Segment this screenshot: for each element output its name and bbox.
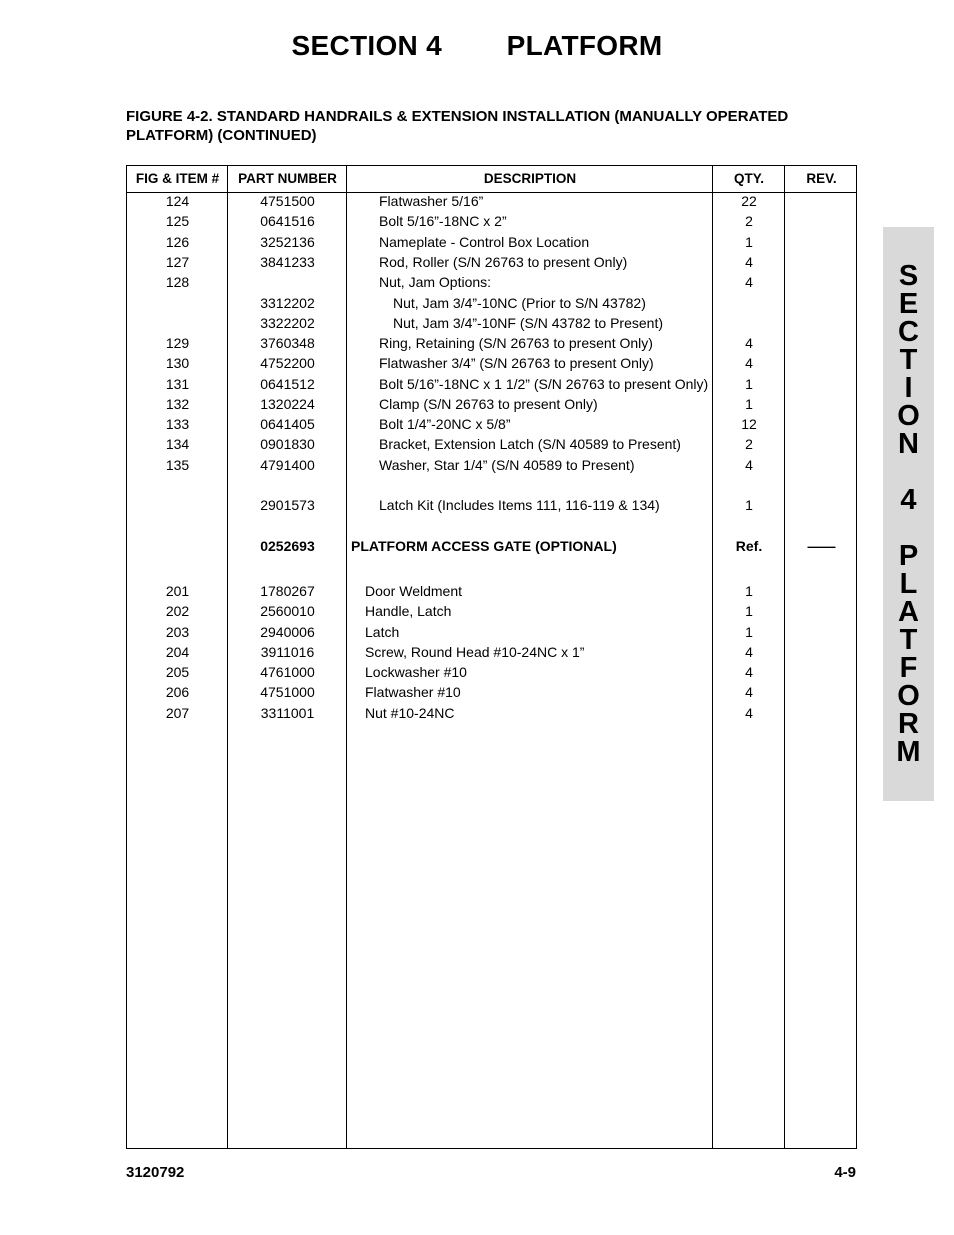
description: Clamp (S/N 26763 to present Only): [379, 396, 598, 412]
quantity: Ref.: [735, 538, 763, 554]
item-number: 125: [165, 213, 190, 229]
quantity: 12: [741, 416, 757, 432]
column-header-rev: REV.: [806, 171, 837, 186]
quantity: 4: [745, 355, 753, 371]
description: Screw, Round Head #10-24NC x 1”: [365, 644, 585, 660]
description: Lockwasher #10: [365, 664, 467, 680]
table-row: [127, 536, 858, 556]
item-number: 131: [165, 376, 190, 392]
description: Latch: [365, 624, 400, 640]
table-row: [127, 682, 858, 702]
description: PLATFORM ACCESS GATE (OPTIONAL): [351, 538, 617, 554]
quantity: 1: [745, 376, 753, 392]
side-tab-letter: L: [899, 568, 918, 600]
table-row: [127, 211, 858, 231]
quantity: 4: [745, 274, 753, 290]
part-number: 0252693: [260, 538, 315, 554]
description: Nut #10-24NC: [365, 705, 455, 721]
quantity: 4: [745, 664, 753, 680]
quantity: 2: [745, 213, 753, 229]
side-tab-letter: T: [899, 624, 918, 656]
quantity: 1: [745, 624, 753, 640]
quantity: 1: [745, 603, 753, 619]
side-tab-letter: O: [897, 400, 920, 432]
description: Nut, Jam Options:: [379, 274, 492, 290]
part-number: 1320224: [260, 396, 315, 412]
table-row: [127, 414, 858, 434]
item-number: 205: [165, 664, 190, 680]
quantity: 4: [745, 335, 753, 351]
table-row: [127, 703, 858, 723]
part-number: 0641516: [260, 213, 315, 229]
side-tab-letter: E: [898, 288, 919, 320]
side-tab-letter: O: [897, 680, 920, 712]
part-number: 3841233: [260, 254, 315, 270]
document-number: 3120792: [126, 1164, 185, 1181]
description: Door Weldment: [365, 583, 463, 599]
side-tab-letter: 4: [900, 484, 917, 516]
part-number: 3312202: [260, 295, 315, 311]
side-tab-letter: C: [898, 316, 919, 348]
table-row: [127, 662, 858, 682]
quantity: 2: [745, 436, 753, 452]
description: Flatwasher 5/16”: [379, 193, 484, 209]
table-row: [127, 191, 858, 211]
table-row: [127, 333, 858, 353]
item-number: 202: [165, 603, 190, 619]
table-row: [127, 313, 858, 333]
item-number: 124: [165, 193, 190, 209]
item-number: 130: [165, 355, 190, 371]
description: Washer, Star 1/4” (S/N 40589 to Present): [379, 457, 635, 473]
quantity: 1: [745, 396, 753, 412]
part-number: 0901830: [260, 436, 315, 452]
item-number: 129: [165, 335, 190, 351]
item-number: 127: [165, 254, 190, 270]
item-number: 132: [165, 396, 190, 412]
side-tab-letter: R: [898, 708, 919, 740]
description: Latch Kit (Includes Items 111, 116-119 & 134): [379, 497, 660, 513]
item-number: 201: [165, 583, 190, 599]
item-number: 207: [165, 705, 190, 721]
side-tab-letter: P: [898, 540, 919, 572]
description: Nameplate - Control Box Location: [379, 234, 590, 250]
part-number: 2940006: [260, 624, 315, 640]
description: Bracket, Extension Latch (S/N 40589 to Present): [379, 436, 681, 452]
table-row: [127, 353, 858, 373]
side-tab-letter: M: [896, 736, 921, 768]
description: Bolt 1/4”-20NC x 5/8”: [379, 416, 511, 432]
part-number: 4751500: [260, 193, 315, 209]
table-row: [127, 272, 858, 292]
description: Ring, Retaining (S/N 26763 to present Only): [379, 335, 653, 351]
description: Rod, Roller (S/N 26763 to present Only): [379, 254, 628, 270]
quantity: 1: [745, 583, 753, 599]
item-number: 206: [165, 684, 190, 700]
section-title: SECTION 4 PLATFORM: [291, 30, 663, 61]
quantity: 4: [745, 644, 753, 660]
quantity: 1: [745, 234, 753, 250]
part-number: 0641405: [260, 416, 315, 432]
part-number: 3322202: [260, 315, 315, 331]
column-header-part-number: PART NUMBER: [238, 171, 337, 186]
table-row: [127, 434, 858, 454]
table-row: [127, 374, 858, 394]
part-number: 2901573: [260, 497, 315, 513]
item-number: 126: [165, 234, 190, 250]
item-number: 134: [165, 436, 190, 452]
table-row: [127, 622, 858, 642]
quantity: 22: [741, 193, 757, 209]
side-tab-letter: A: [898, 596, 919, 628]
table-row: [127, 232, 858, 252]
part-number: 4791400: [260, 457, 315, 473]
description: Handle, Latch: [365, 603, 452, 619]
quantity: 4: [745, 684, 753, 700]
side-tab-letter: T: [899, 344, 918, 376]
quantity: 1: [745, 497, 753, 513]
part-number: 4752200: [260, 355, 315, 371]
item-number: 135: [165, 457, 190, 473]
table-row: [127, 642, 858, 662]
part-number: 2560010: [260, 603, 315, 619]
column-header-description: DESCRIPTION: [483, 171, 577, 186]
quantity: 4: [745, 705, 753, 721]
part-number: 0641512: [260, 376, 315, 392]
table-row: [127, 455, 858, 475]
table-row: [127, 601, 858, 621]
side-tab-letter: I: [904, 372, 913, 404]
side-tab-letter: N: [898, 428, 919, 460]
table-row: [127, 293, 858, 313]
part-number: 3311001: [260, 705, 315, 721]
side-tab-letter: S: [898, 260, 919, 292]
column-header-qty: QTY.: [733, 171, 764, 186]
part-number: 4751000: [260, 684, 315, 700]
quantity: 4: [745, 457, 753, 473]
revision: ——: [807, 538, 836, 554]
page-number: 4-9: [834, 1164, 856, 1181]
item-number: 128: [165, 274, 190, 290]
description: Nut, Jam 3/4”-10NF (S/N 43782 to Present): [393, 315, 663, 331]
part-number: 4761000: [260, 664, 315, 680]
part-number: 3911016: [260, 644, 315, 660]
table-row: [127, 252, 858, 272]
side-tab-letter: F: [899, 652, 918, 684]
parts-table: [126, 165, 857, 1149]
description: Bolt 5/16”-18NC x 1 1/2” (S/N 26763 to present Only): [379, 376, 709, 392]
table-row: [127, 581, 858, 601]
item-number: 204: [165, 644, 190, 660]
part-number: 1780267: [260, 583, 315, 599]
figure-title: FIGURE 4-2. STANDARD HANDRAILS & EXTENSION INSTALLATION (MANUALLY OPERATED PLATFORM) (CONTINUED): [126, 108, 789, 144]
part-number: 3252136: [260, 234, 315, 250]
quantity: 4: [745, 254, 753, 270]
section-side-tab: [883, 227, 934, 801]
description: Flatwasher #10: [365, 684, 461, 700]
table-row: [127, 394, 858, 414]
description: Bolt 5/16”-18NC x 2”: [379, 213, 507, 229]
part-number: 3760348: [260, 335, 315, 351]
item-number: 133: [165, 416, 190, 432]
column-header-item: FIG & ITEM #: [135, 171, 220, 186]
description: Flatwasher 3/4” (S/N 26763 to present Only): [379, 355, 654, 371]
table-row: [127, 495, 858, 515]
item-number: 203: [165, 624, 190, 640]
description: Nut, Jam 3/4”-10NC (Prior to S/N 43782): [393, 295, 646, 311]
